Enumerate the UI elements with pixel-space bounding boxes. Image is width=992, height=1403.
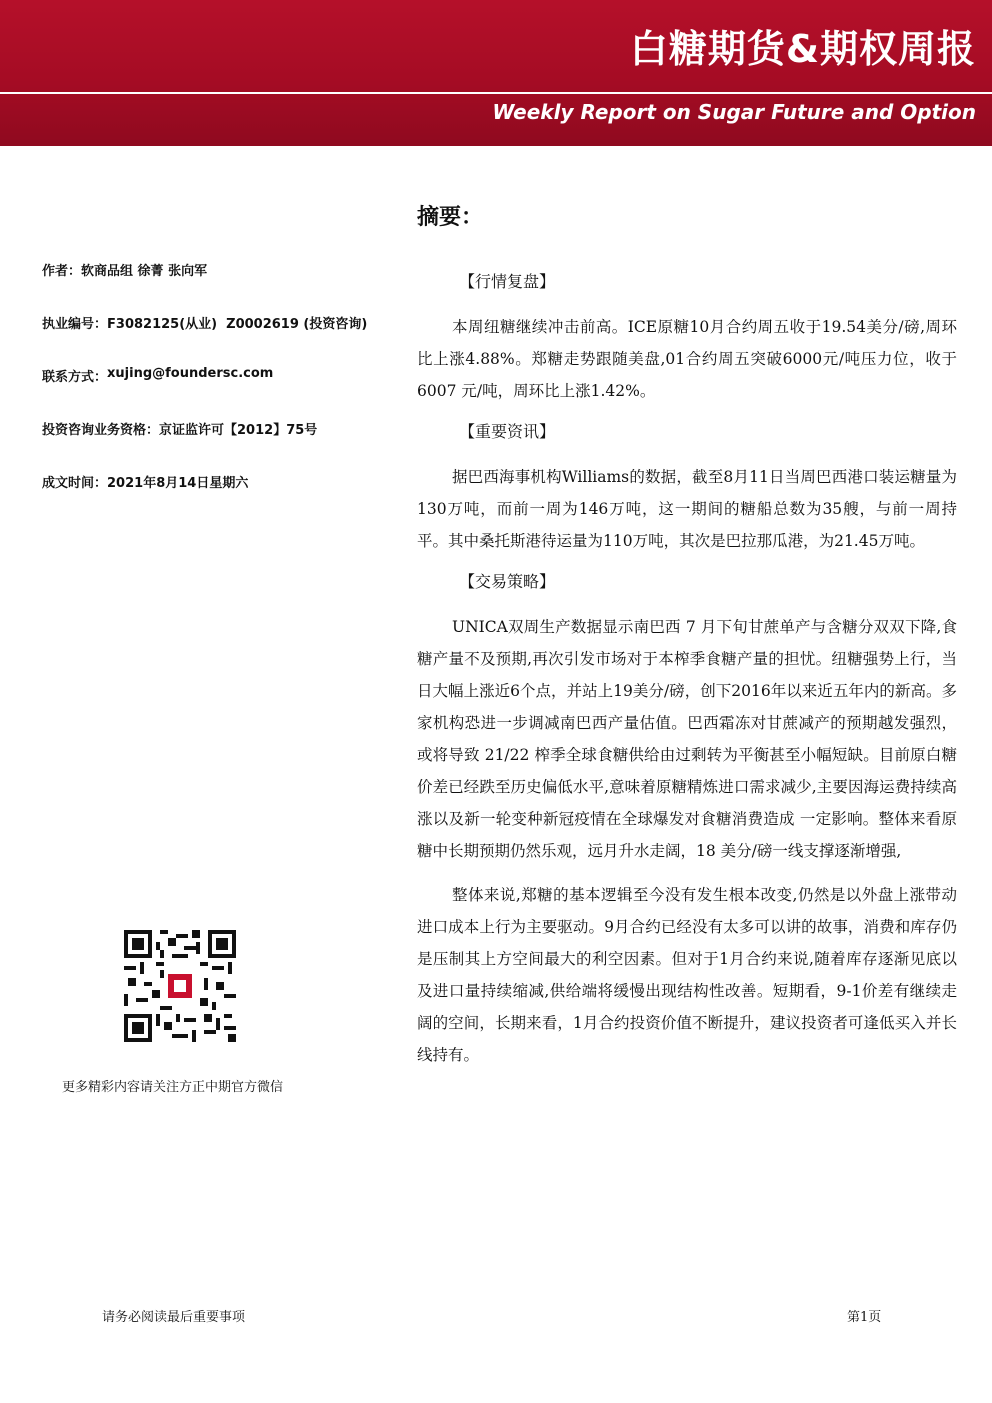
qualification-line: [42, 419, 402, 472]
license-label: 执业编号：: [42, 317, 108, 332]
paragraph: 整体来说,郑糖的基本逻辑至今没有发生根本改变,仍然是以外盘上涨带动进口成本上行为主要驱动。9月合约已经没有太多可以讲的故事，消费和库存仍是压制其上方空间最大的利空因素。但对于1月合约来说,随着库存逐渐见底以及进口量持续缩减,供给端将缓慢出现结构性改善。短期看，9-1价差有继续走阔的空间，长期来看，1月合约投资价值不断提升，建议投资者可逢低买入并长线持有。: [417, 886, 957, 1064]
contact-email[interactable]: xujing@foundersc.com: [107, 366, 274, 381]
section-title-news: 【重要资讯】: [459, 422, 556, 441]
section-title-market-review: 【行情复盘】: [459, 272, 556, 291]
contact-line: [42, 366, 402, 419]
author-value: 软商品组 徐菁 张向军: [81, 264, 208, 279]
contact-label: 联系方式：: [42, 370, 108, 385]
qr-code-icon[interactable]: [124, 930, 236, 1042]
summary-section: [417, 200, 957, 1083]
author-info: [42, 260, 402, 525]
paragraph: UNICA双周生产数据显示南巴西 7 月下旬甘蔗单产与含糖分双双下降,食糖产量不及预期,再次引发市场对于本榨季食糖产量的担忧。纽糖强势上行，当日大幅上涨近6个点，并站上19美分/磅，创下2016年以来近五年内的新高。多家机构恐进一步调减南巴西产量估值。巴西霜冻对甘蔗减产的预期越发强烈，或将导致 21/22 榨季全球食糖供给由过剩转为平衡甚至小幅短缺。目前原白糖价差已经跌至历史偏低水平,意味着原糖精炼进口需求减少,主要因海运费持续高涨以及新一轮变种新冠疫情在全球爆发对食糖消费造成 一定影响。整体来看原糖中长期预期仍然乐观，远月升水走阔，18 美分/磅一线支撑逐渐增强,: [417, 618, 957, 860]
header-banner: [0, 0, 992, 146]
footer-notice: 请务必阅读最后重要事项: [102, 1310, 246, 1325]
qualification-label: 投资咨询业务资格：: [42, 423, 160, 438]
qr-caption: 更多精彩内容请关注方正中期官方微信: [62, 1080, 284, 1095]
paragraph: 据巴西海事机构Williams的数据，截至8月11日当周巴西港口装运糖量为130万吨，而前一周为146万吨，这一期间的糖船总数为35艘，与前一周持平。其中桑托斯港待运量为110万吨，其次是巴拉那瓜港，为21.45万吨。: [417, 468, 957, 550]
qualification-value: 京证监许可【2012】75号: [159, 423, 318, 438]
report-subtitle: Weekly Report on Sugar Future and Option: [492, 100, 976, 124]
date-value: 2021年8月14日星期六: [107, 476, 249, 491]
license-line: [42, 313, 402, 366]
header-divider: [0, 92, 992, 94]
date-line: [42, 472, 402, 525]
author-line: [42, 260, 402, 313]
date-label: 成文时间：: [42, 476, 108, 491]
summary-heading: 摘要：: [417, 205, 484, 230]
report-title: 白糖期货&期权周报: [629, 27, 976, 71]
page-number: 第1页: [847, 1310, 882, 1325]
section-title-strategy: 【交易策略】: [459, 572, 556, 591]
license-value: F3082125(从业) Z0002619 (投资咨询): [107, 317, 368, 332]
paragraph: 本周纽糖继续冲击前高。ICE原糖10月合约周五收于19.54美分/磅,周环比上涨4.88%。郑糖走势跟随美盘,01合约周五突破6000元/吨压力位，收于6007 元/吨，周环比上涨1.42%。: [417, 318, 957, 400]
author-label: 作者：: [42, 264, 82, 279]
